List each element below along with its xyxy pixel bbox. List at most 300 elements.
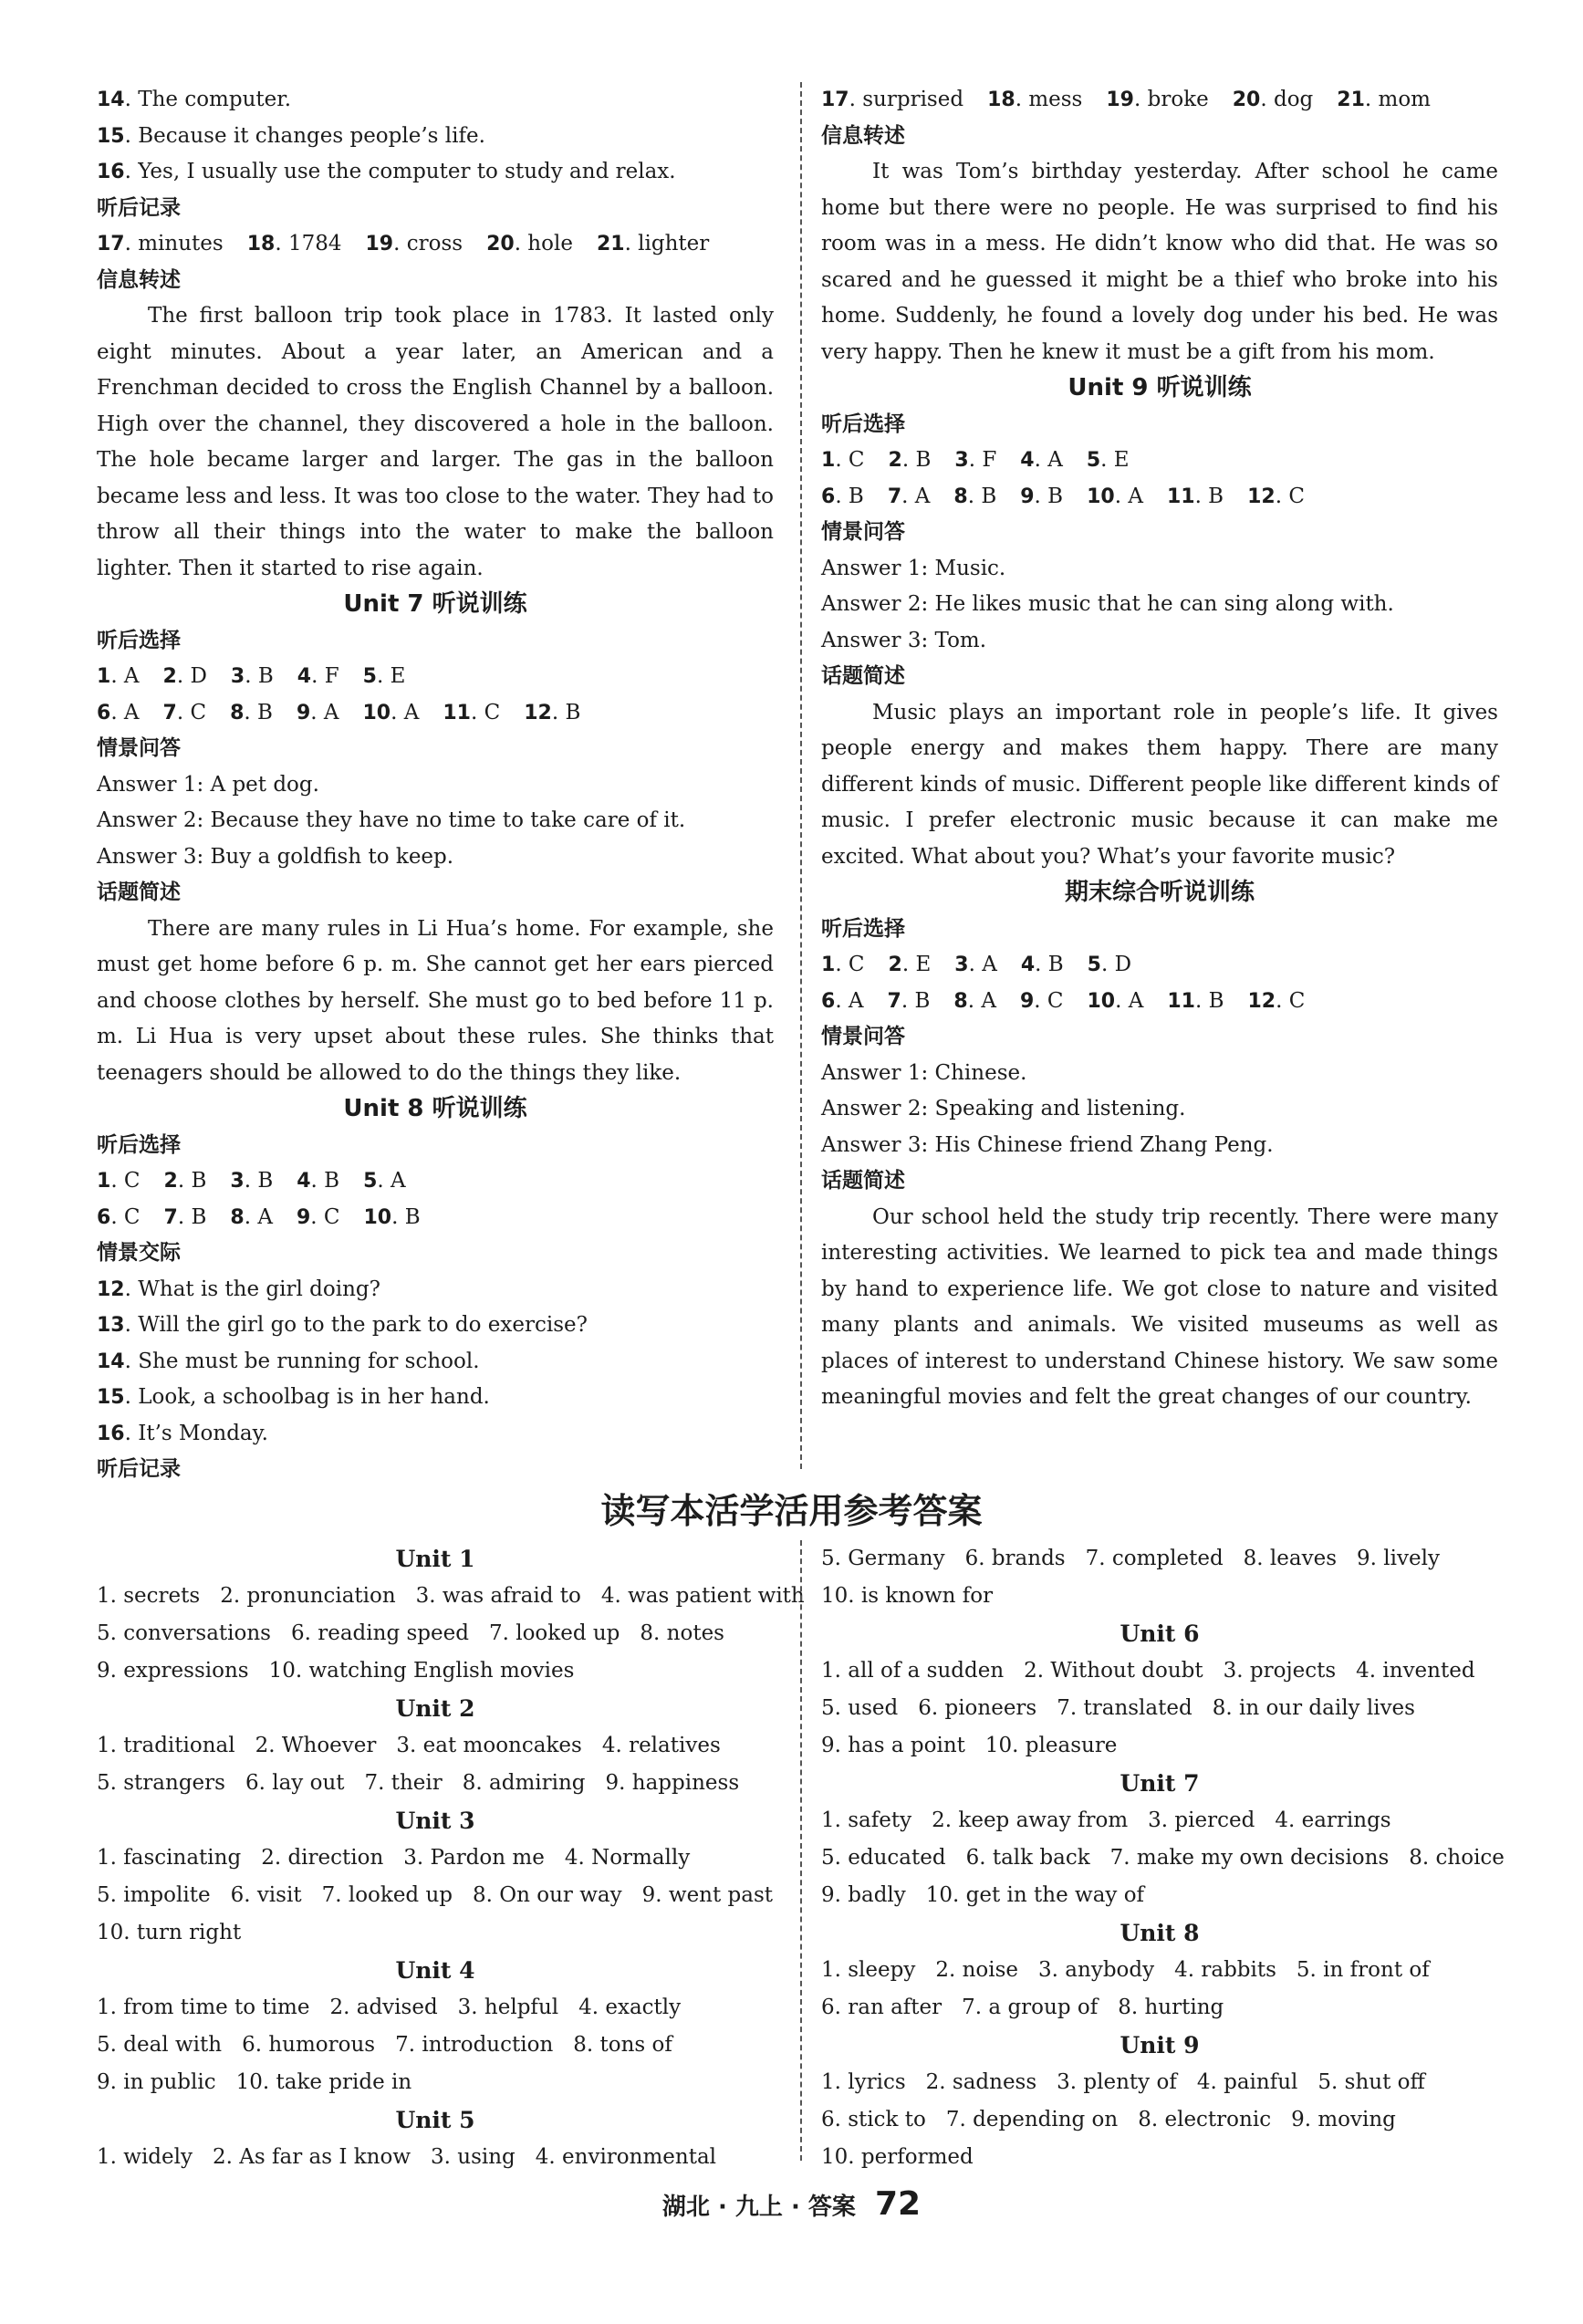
unit-title: 期末综合听说训练 — [1064, 879, 1255, 906]
answer-item — [297, 1200, 340, 1236]
answer-value: . B — [901, 988, 931, 1013]
question-number: 13 — [97, 1314, 125, 1337]
answer-value: . A — [110, 664, 140, 688]
answer-item — [524, 695, 580, 732]
answer-value: . A — [391, 700, 420, 724]
answer-item — [821, 82, 963, 119]
answer-value: . broke — [1133, 88, 1209, 111]
answer-phrase: 2. direction — [261, 1846, 384, 1870]
question-number: 10 — [363, 1205, 392, 1229]
question-number: 19 — [1106, 89, 1134, 111]
section-heading: 话题简述 — [821, 664, 905, 688]
answer-item — [297, 1163, 339, 1200]
question-number: 5 — [362, 665, 377, 688]
section-heading: 情景问答 — [97, 736, 181, 760]
answer-item — [821, 443, 865, 479]
question-number: 10 — [1087, 989, 1116, 1013]
question-number: 14 — [97, 1350, 125, 1373]
answer-phrase: 2. advised — [329, 1996, 438, 2019]
answer-item — [230, 695, 273, 732]
question-number: 9 — [1019, 989, 1035, 1013]
answer-row — [821, 1952, 1498, 1989]
paragraph: Our school held the study trip recently. There were many interesting activities. We learned to pick tea and made things by hand to experience life. We got close to nature and visited many plants and animals. We visited museums as well as places of interest to understand Chinese history. We saw some meaningful movies and felt the great changes of our country. — [821, 1204, 1498, 1409]
answer-phrase: 1. all of a sudden — [821, 1659, 1005, 1683]
answer-item — [1248, 984, 1306, 1020]
answer-value: . C — [835, 953, 865, 976]
question-number: 4 — [297, 665, 312, 688]
answer-item — [97, 1163, 141, 1200]
answer-item — [889, 443, 932, 479]
answer-item — [1088, 947, 1131, 984]
answer-item — [1087, 443, 1130, 479]
answer-item — [97, 226, 224, 263]
answer-item — [888, 984, 931, 1020]
question-number: 6 — [97, 1205, 111, 1229]
answer-phrase: 9. moving — [1291, 2108, 1396, 2131]
section-heading: 听后记录 — [97, 1457, 181, 1481]
section-heading: 情景交际 — [97, 1241, 181, 1265]
question-number: 3 — [954, 954, 969, 976]
answer-phrase: 9. went past — [641, 1883, 774, 1907]
answer-row — [821, 82, 1498, 119]
question-number: 5 — [1086, 449, 1101, 472]
answer-phrase: 3. pierced — [1148, 1808, 1255, 1832]
question-number: 8 — [953, 485, 968, 508]
unit-title: Unit 9 听说训练 — [1067, 374, 1252, 401]
answer-value: . B — [177, 1204, 207, 1229]
answer-row — [97, 659, 774, 695]
answer-value: . A — [967, 988, 996, 1013]
answer-phrase: 4. invented — [1356, 1659, 1475, 1683]
answer-row — [97, 2027, 774, 2064]
answer-phrase: 9. has a point — [821, 1734, 965, 1757]
answer-row — [821, 479, 1498, 516]
question-number: 16 — [97, 1422, 125, 1445]
answer-text: . It’s Monday. — [124, 1421, 268, 1445]
answer-row — [821, 2101, 1498, 2139]
answer-item — [954, 947, 997, 984]
answer-row — [821, 947, 1498, 984]
answer-phrase: 2. keep away from — [932, 1808, 1129, 1832]
section-heading: 听后选择 — [821, 916, 905, 941]
answer-value: . C — [1275, 484, 1305, 508]
answer-phrase: 5. impolite — [97, 1883, 211, 1907]
answer-line: Answer 2: He likes music that he can sing along with. — [821, 592, 1394, 616]
answer-item — [362, 695, 419, 732]
answer-text: . Because it changes people’s life. — [124, 123, 485, 148]
answer-text: . The computer. — [124, 88, 292, 111]
question-number: 6 — [821, 989, 836, 1013]
unit-title: Unit 1 — [395, 1546, 475, 1572]
answer-row — [97, 1989, 774, 2027]
footer-label: 湖北 · 九上 · 答案 — [661, 2194, 856, 2221]
answer-row — [97, 1877, 774, 1914]
unit-title: Unit 7 听说训练 — [343, 590, 527, 618]
question-number: 15 — [97, 1386, 125, 1409]
answer-row — [97, 1727, 774, 1765]
answer-phrase: 10. watching English movies — [268, 1659, 575, 1683]
answer-phrase: 9. expressions — [97, 1659, 249, 1683]
answer-phrase: 6. pioneers — [918, 1696, 1037, 1720]
unit-title: Unit 6 — [1120, 1621, 1200, 1647]
answer-item — [1020, 443, 1063, 479]
answer-line — [97, 1308, 774, 1344]
answer-row — [821, 1690, 1498, 1727]
section-heading: 听后记录 — [97, 195, 181, 220]
answer-phrase: 1. from time to time — [97, 1996, 310, 2019]
listening-answers-section — [97, 82, 1498, 1481]
answer-phrase: 1. secrets — [97, 1584, 201, 1608]
answer-phrase: 9. happiness — [605, 1771, 740, 1795]
answer-row — [97, 1652, 774, 1690]
answer-value: . C — [470, 700, 501, 724]
answer-row — [97, 1914, 774, 1952]
answer-item — [365, 226, 463, 263]
answer-value: . C — [1034, 988, 1064, 1013]
question-number: 11 — [443, 701, 471, 724]
answer-row — [97, 1765, 774, 1802]
question-number: 19 — [365, 233, 394, 255]
question-number: 12 — [1247, 485, 1276, 508]
question-number: 8 — [230, 701, 245, 724]
column-divider — [800, 82, 802, 1469]
answer-value: . A — [835, 988, 864, 1013]
answer-value: . hole — [514, 232, 573, 255]
answer-value: . B — [310, 1169, 340, 1193]
answer-phrase: 2. pronunciation — [220, 1584, 396, 1608]
answer-item — [821, 947, 865, 984]
answer-item — [97, 695, 140, 732]
answer-value: . cross — [393, 232, 463, 255]
answer-phrase: 3. plenty of — [1057, 2070, 1177, 2094]
answer-line: Answer 3: Tom. — [821, 628, 987, 652]
answer-item — [1020, 479, 1063, 516]
question-number: 2 — [888, 954, 902, 976]
answer-value: . C — [176, 700, 207, 724]
question-number: 5 — [1087, 954, 1101, 976]
question-number: 17 — [97, 233, 125, 255]
answer-phrase: 7. make my own decisions — [1109, 1846, 1390, 1870]
answer-item — [1021, 947, 1064, 984]
answer-item — [297, 695, 339, 732]
answer-phrase: 4. was patient with — [600, 1584, 805, 1608]
answer-phrase: 1. sleepy — [821, 1958, 916, 1982]
answer-line — [97, 82, 774, 119]
section-heading: 话题简述 — [821, 1169, 905, 1193]
answer-phrase: 6. brands — [964, 1547, 1066, 1570]
answer-phrase: 4. rabbits — [1174, 1958, 1276, 1982]
question-number: 4 — [1020, 449, 1035, 472]
question-number: 21 — [596, 233, 625, 255]
answer-row — [97, 226, 774, 263]
answer-line — [97, 1380, 774, 1416]
answer-phrase: 7. introduction — [395, 2033, 554, 2057]
answer-phrase: 3. projects — [1223, 1659, 1337, 1683]
answer-row — [821, 1839, 1505, 1877]
question-number: 7 — [162, 701, 177, 724]
unit-title: Unit 8 — [1120, 1920, 1200, 1946]
section-heading: 听后选择 — [821, 412, 905, 436]
paragraph: It was Tom’s birthday yesterday. After school he came home but there were no people. He was surprised to find his room was in a mess. He didn’t know who did that. He was so scared and he guessed it might be a thief who broke into his home. Suddenly, he found a lovely dog under his bed. He was very happy. Then he knew it must be a gift from his mom. — [821, 160, 1498, 364]
section-heading: 听后选择 — [97, 1132, 181, 1157]
reading-writing-answers-section — [97, 1540, 1505, 2169]
answer-phrase: 5. in front of — [1296, 1958, 1430, 1982]
answer-row — [97, 695, 774, 732]
left-column — [97, 82, 774, 1488]
answer-phrase: 8. admiring — [462, 1771, 586, 1795]
answer-item — [230, 1200, 273, 1236]
section-heading: 信息转述 — [97, 267, 181, 292]
question-number: 8 — [953, 989, 968, 1013]
question-number: 9 — [296, 701, 311, 724]
answer-row — [821, 1652, 1498, 1690]
answer-value: . F — [968, 448, 997, 472]
answer-value: . A — [110, 700, 140, 724]
answer-row — [97, 1839, 774, 1877]
answer-row — [821, 1802, 1498, 1839]
answer-value: . E — [1100, 448, 1130, 472]
answer-item — [1087, 984, 1143, 1020]
answer-row — [821, 1540, 1498, 1578]
question-number: 9 — [296, 1205, 311, 1229]
question-number: 6 — [821, 485, 836, 508]
answer-item — [821, 479, 864, 516]
answer-text: . Yes, I usually use the computer to study and relax. — [124, 160, 676, 183]
answer-phrase: 5. strangers — [97, 1771, 225, 1795]
answer-phrase: 6. stick to — [821, 2108, 926, 2131]
answer-item — [230, 1163, 273, 1200]
unit-title: Unit 2 — [395, 1695, 475, 1722]
answer-phrase: 6. talk back — [965, 1846, 1090, 1870]
unit-title: Unit 3 — [395, 1808, 475, 1834]
answer-row — [821, 1727, 1498, 1765]
answer-item — [1020, 984, 1064, 1020]
answer-phrase: 9. badly — [821, 1883, 906, 1907]
answer-phrase: 5. deal with — [97, 2033, 223, 2057]
answer-value: . A — [968, 953, 997, 976]
answer-item — [953, 479, 996, 516]
section-heading: 情景问答 — [821, 520, 905, 544]
answer-value: . B — [244, 700, 273, 724]
answer-value: . lighter — [624, 232, 710, 255]
answer-phrase: 10. get in the way of — [925, 1883, 1145, 1907]
answer-item — [953, 984, 996, 1020]
answer-phrase: 8. in our daily lives — [1212, 1696, 1415, 1720]
answer-line — [97, 119, 774, 155]
answer-value: . F — [311, 664, 339, 688]
answer-phrase: 10. is known for — [821, 1584, 994, 1608]
question-number: 1 — [821, 449, 836, 472]
answer-phrase: 8. tons of — [573, 2033, 672, 2057]
answer-value: . 1784 — [275, 232, 342, 255]
question-number: 3 — [230, 1170, 245, 1193]
answer-phrase: 4. environmental — [535, 2145, 717, 2169]
answer-value: . A — [244, 1204, 273, 1229]
answer-value: . A — [1115, 988, 1144, 1013]
bottom-left-column — [97, 1540, 805, 2176]
answer-line — [97, 1416, 774, 1453]
answer-value: . B — [177, 1169, 207, 1193]
answer-phrase: 5. shut off — [1317, 2070, 1425, 2094]
answer-value: . A — [377, 1169, 406, 1193]
question-number: 12 — [1247, 989, 1276, 1013]
question-number: 8 — [230, 1205, 245, 1229]
question-number: 17 — [821, 89, 849, 111]
answer-phrase: 7. depending on — [945, 2108, 1119, 2131]
answer-row — [97, 1163, 774, 1200]
question-number: 11 — [1166, 485, 1195, 508]
answer-phrase: 3. eat mooncakes — [396, 1734, 582, 1757]
answer-value: . mess — [1015, 88, 1083, 111]
question-number: 20 — [1232, 89, 1261, 111]
answer-item — [597, 226, 709, 263]
question-number: 7 — [887, 989, 901, 1013]
answer-phrase: 10. pleasure — [984, 1734, 1118, 1757]
answer-row — [821, 2064, 1498, 2101]
question-number: 12 — [524, 701, 552, 724]
question-number: 6 — [97, 701, 111, 724]
answer-line: Answer 3: His Chinese friend Zhang Peng. — [821, 1132, 1274, 1157]
answer-value: . B — [245, 664, 274, 688]
answer-phrase: 3. using — [431, 2145, 516, 2169]
answer-phrase: 2. Whoever — [255, 1734, 377, 1757]
answer-value: . B — [391, 1204, 421, 1229]
answer-item — [97, 1200, 141, 1236]
answer-item — [164, 1200, 207, 1236]
answer-item — [443, 695, 500, 732]
paragraph: There are many rules in Li Hua’s home. For example, she must get home before 6 p. m. She cannot get her ears pierced and choose clothes by herself. She must go to bed before 11 p. m. Li Hua is very upset about these rules. She thinks that teenagers should be allowed to do the things they like. — [97, 916, 774, 1085]
section-heading: 话题简述 — [97, 881, 181, 904]
answer-value: . A — [901, 484, 931, 508]
answer-line: Answer 1: A pet dog. — [97, 772, 319, 797]
answer-item — [954, 443, 996, 479]
answer-phrase: 6. ran after — [821, 1996, 943, 2019]
answer-phrase: 5. used — [821, 1696, 899, 1720]
answer-phrase: 4. relatives — [601, 1734, 721, 1757]
question-number: 1 — [97, 1170, 111, 1193]
answer-item — [363, 1163, 406, 1200]
answer-item — [97, 659, 140, 695]
question-number: 2 — [163, 1170, 178, 1193]
answer-value: . B — [1035, 953, 1064, 976]
answer-value: . B — [1194, 484, 1224, 508]
question-number: 2 — [888, 449, 902, 472]
answer-phrase: 2. noise — [935, 1958, 1019, 1982]
question-number: 1 — [97, 665, 111, 688]
answer-line — [97, 154, 774, 191]
answer-value: . C — [1276, 988, 1306, 1013]
answer-value: . C — [835, 448, 865, 472]
answer-phrase: 3. anybody — [1038, 1958, 1155, 1982]
answer-phrase: 7. looked up — [488, 1621, 620, 1645]
answer-row — [821, 1578, 1498, 1615]
answer-line: Answer 3: Buy a goldfish to keep. — [97, 844, 454, 869]
question-number: 10 — [1087, 485, 1115, 508]
answer-item — [163, 695, 207, 732]
answer-item — [363, 1200, 420, 1236]
answer-phrase: 4. exactly — [578, 1996, 682, 2019]
answer-phrase: 10. turn right — [97, 1921, 242, 1944]
question-number: 10 — [362, 701, 391, 724]
answer-phrase: 4. painful — [1196, 2070, 1298, 2094]
answer-item — [1233, 82, 1314, 119]
question-number: 15 — [97, 124, 125, 148]
answer-phrase: 7. completed — [1085, 1547, 1224, 1570]
answer-value: . D — [1100, 953, 1132, 976]
answer-value: . E — [901, 953, 932, 976]
answer-phrase: 8. leaves — [1243, 1547, 1338, 1570]
answer-value: . A — [310, 700, 339, 724]
section-heading: 情景问答 — [821, 1025, 905, 1048]
answer-phrase: 10. performed — [821, 2145, 974, 2169]
answer-phrase: 2. sadness — [925, 2070, 1037, 2094]
answer-value: . dog — [1260, 88, 1314, 111]
section-heading: 信息转述 — [821, 123, 905, 148]
answer-line — [97, 1272, 774, 1308]
answer-item — [164, 1163, 207, 1200]
answer-value: . B — [967, 484, 997, 508]
answer-value: . mom — [1364, 88, 1431, 111]
answer-item — [888, 479, 931, 516]
answer-value: . surprised — [849, 88, 964, 111]
page-footer — [0, 2185, 1583, 2223]
answer-value: . B — [835, 484, 864, 508]
answer-line: Answer 2: Because they have no time to take care of it. — [97, 808, 686, 832]
page-number: 72 — [874, 2185, 922, 2223]
answer-phrase: 10. take pride in — [235, 2070, 412, 2094]
answer-line: Answer 1: Chinese. — [821, 1060, 1027, 1085]
question-number: 18 — [987, 89, 1015, 111]
question-number: 3 — [954, 449, 969, 472]
answer-row — [97, 2139, 774, 2176]
answer-value: . B — [551, 700, 581, 724]
unit-title: Unit 9 — [1120, 2032, 1200, 2058]
answer-phrase: 7. translated — [1057, 1696, 1192, 1720]
answer-item — [889, 947, 932, 984]
answer-phrase: 7. their — [364, 1771, 443, 1795]
answer-row — [821, 2139, 1498, 2176]
answer-value: . B — [244, 1169, 274, 1193]
answer-item — [1247, 479, 1305, 516]
answer-row — [821, 984, 1498, 1020]
answer-row — [97, 1615, 774, 1652]
unit-title: Unit 7 — [1120, 1770, 1200, 1797]
answer-phrase: 4. earrings — [1275, 1808, 1391, 1832]
answer-value: . B — [1034, 484, 1064, 508]
paragraph: Music plays an important role in people’s life. It gives people energy and makes them happy. There are many different kinds of music. Different people like different kinds of music. I prefer electronic music because it can make me excited. What about you? What’s your favorite music? — [821, 700, 1498, 869]
answer-value: . C — [310, 1204, 340, 1229]
answer-row — [97, 1200, 774, 1236]
answer-value: . A — [1034, 448, 1063, 472]
answer-phrase: 8. On our way — [473, 1883, 622, 1907]
answer-phrase: 1. lyrics — [821, 2070, 906, 2094]
answer-phrase: 6. reading speed — [290, 1621, 469, 1645]
question-number: 4 — [1020, 954, 1036, 976]
answer-phrase: 7. looked up — [321, 1883, 453, 1907]
question-number: 7 — [887, 485, 902, 508]
answer-row — [821, 443, 1498, 479]
answer-line: Answer 1: Music. — [821, 556, 1006, 580]
answer-value: . B — [901, 448, 932, 472]
question-number: 2 — [162, 665, 177, 688]
section-title: 读写本活学活用参考答案 — [600, 1491, 983, 1531]
answer-phrase: 8. electronic — [1138, 2108, 1272, 2131]
answer-phrase: 6. visit — [230, 1883, 302, 1907]
answer-value: . A — [1114, 484, 1143, 508]
answer-value: . D — [176, 664, 207, 688]
answer-phrase: 6. lay out — [245, 1771, 345, 1795]
question-number: 20 — [486, 233, 515, 255]
